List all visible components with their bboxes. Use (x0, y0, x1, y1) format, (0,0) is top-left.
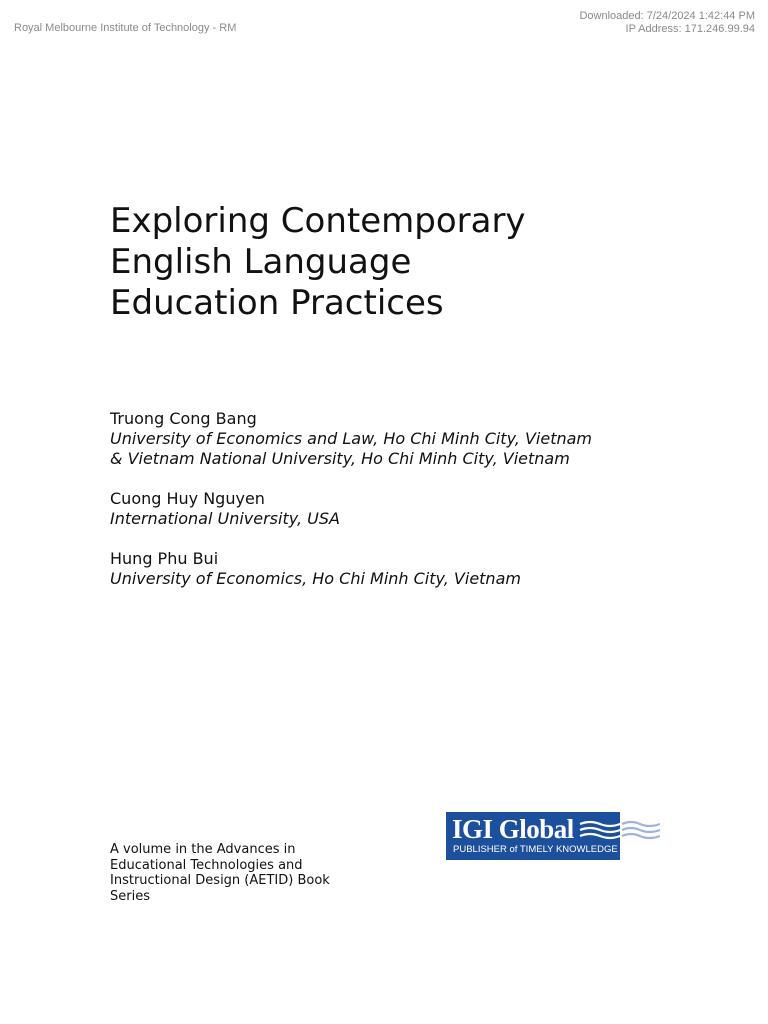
author-name: Hung Phu Bui (110, 549, 219, 568)
series-note-line: A volume in the Advances in (110, 842, 296, 857)
institution-watermark: Royal Melbourne Institute of Technology - RM (14, 22, 237, 34)
download-timestamp: Downloaded: 7/24/2024 1:42:44 PM (579, 10, 755, 22)
book-title-line: English Language (110, 242, 412, 282)
logo-tagline: PUBLISHER of TIMELY KNOWLEDGE (453, 844, 618, 855)
book-title (110, 201, 710, 324)
book-title-line: Exploring Contemporary (110, 201, 526, 241)
author-name: Cuong Huy Nguyen (110, 489, 265, 508)
author-affiliation: & Vietnam National University, Ho Chi Minh City, Vietnam (110, 449, 570, 468)
igi-global-logo (446, 812, 660, 860)
book-title-line: Education Practices (110, 283, 444, 323)
author-entry (110, 549, 730, 589)
author-affiliation: International University, USA (110, 509, 340, 528)
series-note-line: Instructional Design (AETID) Book (110, 873, 330, 888)
author-entry (110, 409, 730, 469)
wave-lines-icon (578, 818, 660, 846)
author-name: Truong Cong Bang (110, 409, 257, 428)
series-note-line: Series (110, 888, 150, 904)
series-note (110, 842, 360, 904)
author-list (110, 409, 730, 609)
ip-address: IP Address: 171.246.99.94 (625, 23, 755, 35)
download-info (579, 10, 755, 36)
logo-name: IGI Global (452, 814, 574, 844)
author-affiliation: University of Economics, Ho Chi Minh City, Vietnam (110, 569, 521, 588)
author-entry (110, 489, 730, 529)
author-affiliation: University of Economics and Law, Ho Chi Minh City, Vietnam (110, 429, 593, 448)
series-note-line: Educational Technologies and (110, 857, 303, 873)
